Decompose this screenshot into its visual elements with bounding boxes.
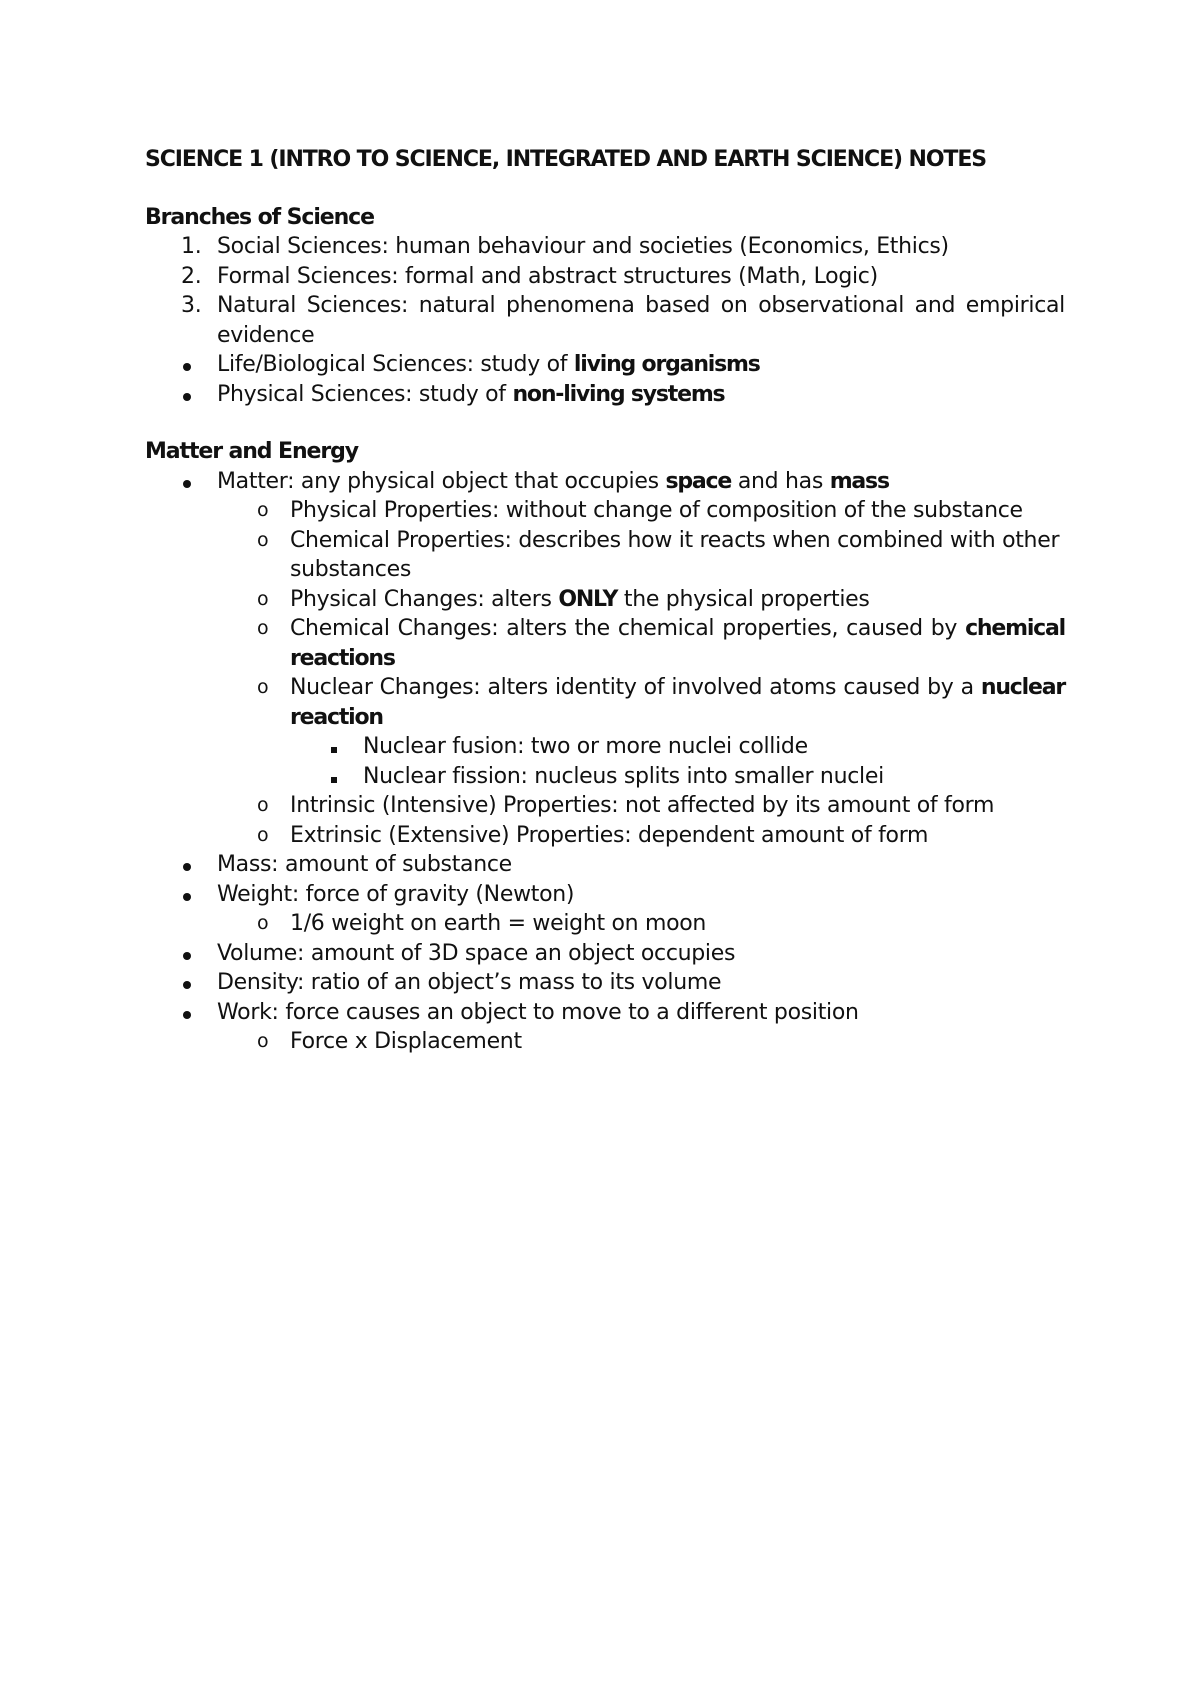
bullet-item	[145, 850, 1065, 880]
list-number: 1.	[181, 234, 202, 259]
bullet-dot-icon	[183, 998, 191, 1028]
numbered-item	[145, 291, 1065, 350]
circle-bullet-icon: o	[257, 676, 269, 698]
numbered-item	[145, 262, 1065, 292]
document-title: SCIENCE 1 (INTRO TO SCIENCE, INTEGRATED AND EARTH SCIENCE) NOTES	[145, 147, 986, 172]
list-number: 3.	[181, 293, 202, 318]
list-number: 2.	[181, 263, 202, 289]
list-item-text: Physical Properties: without change of composition of the substance	[290, 498, 1023, 523]
bullet-item	[145, 939, 1065, 969]
circle-bullet-icon: o	[257, 912, 269, 934]
section-spacer	[145, 409, 1065, 437]
list-item-text: Nuclear Changes: alters identity of involved atoms caused by a	[290, 675, 981, 700]
list-item-text: Social Sciences: human behaviour and societies (Economics, Ethics)	[217, 234, 949, 259]
list-item-text: Physical Sciences: study of	[217, 381, 513, 407]
sub-bullet-item	[145, 614, 1065, 673]
bullet-item	[145, 467, 1065, 497]
bullet-item	[145, 380, 1065, 410]
bullet-item	[145, 998, 1065, 1028]
list-item-text: Life/Biological Sciences: study of	[217, 352, 574, 377]
circle-bullet-icon: o	[257, 617, 269, 639]
bullet-item	[145, 968, 1065, 998]
list-item-text: Chemical Properties: describes how it reacts when combined with other substances	[290, 527, 1060, 582]
sub-bullet-item	[145, 909, 1065, 939]
section-heading-matter: Matter and Energy	[145, 439, 358, 464]
bullet-dot-icon	[183, 850, 191, 880]
bold-term: mass	[829, 468, 889, 494]
sub-bullet-item	[145, 1027, 1065, 1057]
list-item-text: Volume: amount of 3D space an object occupies	[217, 940, 736, 966]
bullet-dot-icon	[183, 350, 191, 380]
bullet-item	[145, 350, 1065, 380]
sub-bullet-item	[145, 791, 1065, 821]
list-item-text: 1/6 weight on earth = weight on moon	[290, 911, 707, 936]
circle-bullet-icon: o	[257, 794, 269, 816]
square-bullet-icon	[331, 762, 337, 792]
bullet-item	[145, 880, 1065, 910]
square-bullet-icon	[331, 732, 337, 762]
bold-term: chemical reactions	[290, 616, 1065, 671]
bullet-dot-icon	[183, 380, 191, 410]
sub-sub-bullet-item	[145, 732, 1065, 762]
list-item-text: and has	[731, 468, 830, 494]
circle-bullet-icon: o	[257, 499, 269, 521]
list-item-text: Nuclear fusion: two or more nuclei collide	[363, 734, 808, 759]
list-item-text: Extrinsic (Extensive) Properties: dependent amount of form	[290, 822, 929, 848]
sub-bullet-item	[145, 585, 1065, 615]
bold-term: non-living systems	[512, 381, 725, 407]
bullet-dot-icon	[183, 968, 191, 998]
list-item-text: Matter: any physical object that occupies	[217, 468, 666, 494]
list-item-text: Chemical Changes: alters the chemical properties, caused by	[290, 616, 966, 641]
list-item-text: Density: ratio of an object’s mass to its volume	[217, 970, 722, 995]
sub-bullet-item	[145, 673, 1065, 732]
list-item-text: Natural Sciences: natural phenomena based on observational and empirical evidence	[217, 293, 1065, 348]
circle-bullet-icon: o	[257, 528, 269, 551]
sub-bullet-item	[145, 496, 1065, 526]
list-item-text: Physical Changes: alters	[290, 586, 559, 612]
bullet-dot-icon	[183, 880, 191, 910]
bullet-dot-icon	[183, 939, 191, 969]
list-item-text: the physical properties	[617, 586, 870, 612]
list-item-text: Force x Displacement	[290, 1029, 522, 1054]
circle-bullet-icon: o	[257, 823, 269, 846]
list-item-text: Mass: amount of substance	[217, 852, 512, 877]
bold-term: living organisms	[573, 352, 760, 377]
list-item-text: Intrinsic (Intensive) Properties: not affected by its amount of form	[290, 793, 995, 818]
sub-bullet-item	[145, 526, 1065, 585]
section-heading-branches: Branches of Science	[145, 204, 374, 230]
bold-term: ONLY	[558, 586, 618, 612]
bold-term: space	[665, 468, 732, 494]
bullet-dot-icon	[183, 467, 191, 497]
document-body	[145, 145, 1065, 1057]
list-item-text: Formal Sciences: formal and abstract structures (Math, Logic)	[217, 263, 878, 289]
numbered-item	[145, 232, 1065, 262]
circle-bullet-icon: o	[257, 587, 269, 610]
list-item-text: Weight: force of gravity (Newton)	[217, 881, 575, 907]
sub-bullet-item	[145, 821, 1065, 851]
sub-sub-bullet-item	[145, 762, 1065, 792]
circle-bullet-icon: o	[257, 1030, 269, 1052]
list-item-text: Nuclear fission: nucleus splits into smaller nuclei	[363, 763, 884, 789]
list-item-text: Work: force causes an object to move to a different position	[217, 999, 859, 1025]
bold-term: nuclear reaction	[290, 675, 1065, 730]
